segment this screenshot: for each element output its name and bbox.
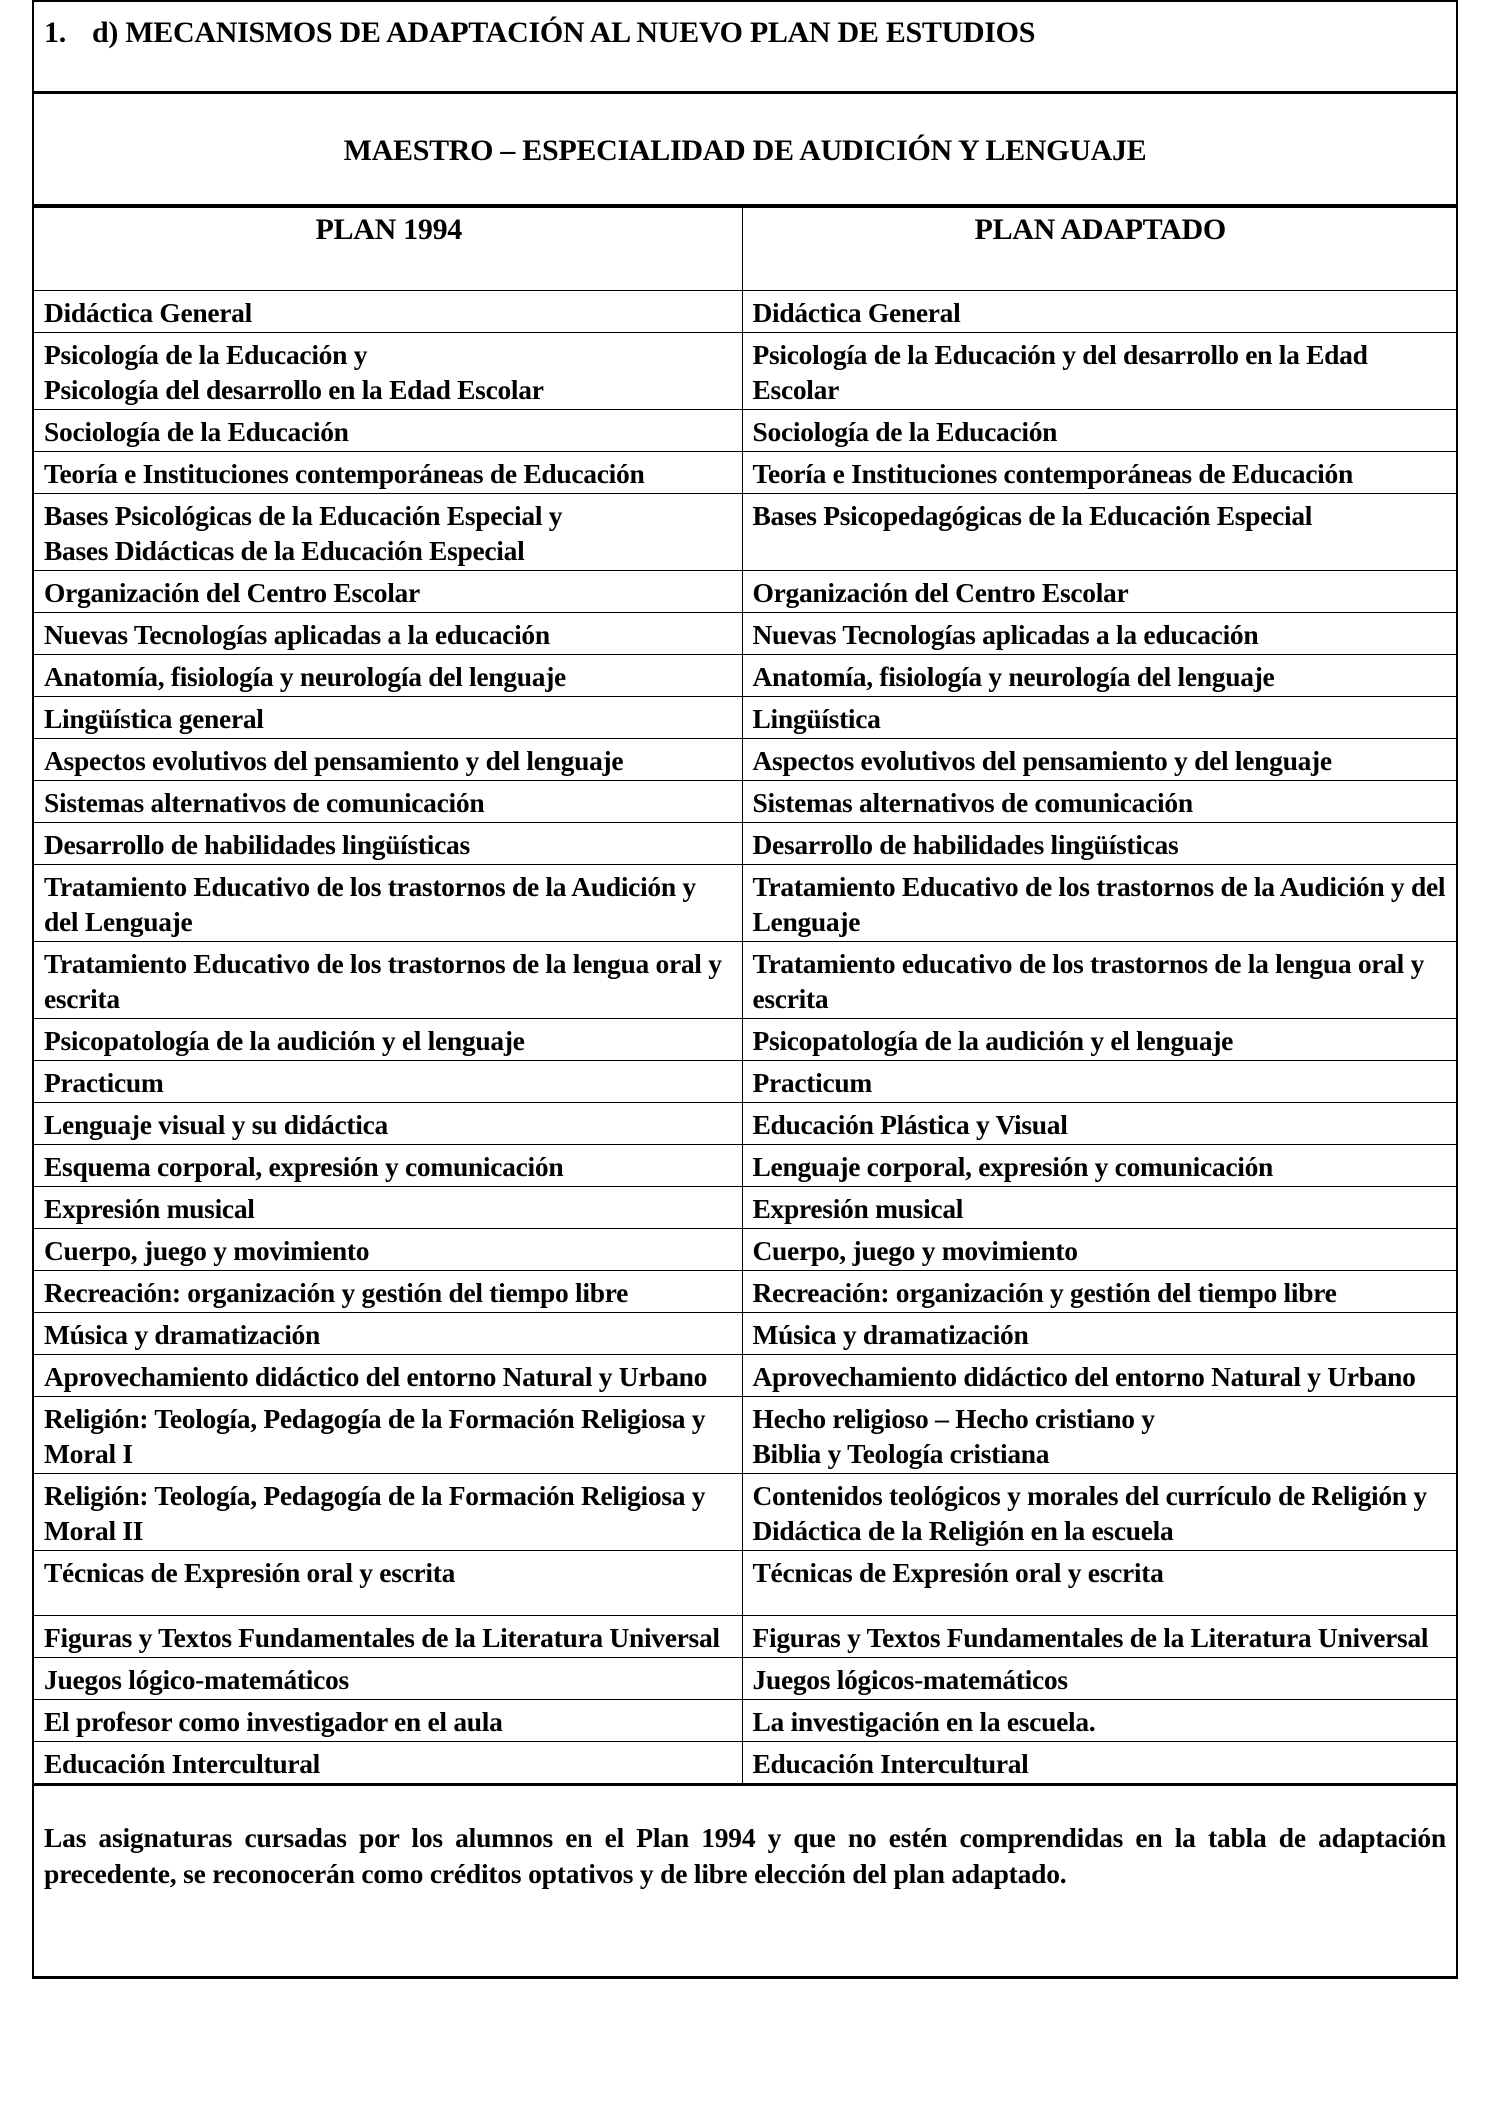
cell-plan-1994 xyxy=(34,1145,742,1187)
cell-text: Música y dramatización xyxy=(44,1319,321,1350)
cell-text: Nuevas Tecnologías aplicadas a la educación xyxy=(752,619,1259,650)
table-row xyxy=(34,1019,1456,1061)
table-row xyxy=(34,1103,1456,1145)
cell-plan-adaptado xyxy=(742,1271,1456,1313)
cell-text: Contenidos teológicos y morales del currículo de Religión y xyxy=(752,1480,1427,1511)
cell-text: Bases Didácticas de la Educación Especial xyxy=(44,535,525,566)
cell-text: Teoría e Instituciones contemporáneas de Educación xyxy=(44,458,645,489)
cell-text: Educación Intercultural xyxy=(752,1748,1029,1779)
cell-text: Tratamiento Educativo de los trastornos de la lengua oral y escrita xyxy=(44,948,722,1014)
cell-plan-1994 xyxy=(34,613,742,655)
cell-plan-1994 xyxy=(34,1313,742,1355)
cell-text: Expresión musical xyxy=(44,1193,255,1224)
cell-plan-1994 xyxy=(34,1019,742,1061)
cell-text: Tratamiento Educativo de los trastornos de la Audición y del Lenguaje xyxy=(44,871,696,937)
cell-plan-adaptado xyxy=(742,1103,1456,1145)
cell-text: Juegos lógicos-matemáticos xyxy=(752,1664,1068,1695)
cell-plan-1994 xyxy=(34,1271,742,1313)
table-row xyxy=(34,1313,1456,1355)
cell-plan-1994 xyxy=(34,1103,742,1145)
cell-plan-1994 xyxy=(34,333,742,410)
cell-text: Recreación: organización y gestión del tiempo libre xyxy=(44,1277,629,1308)
cell-plan-adaptado xyxy=(742,1019,1456,1061)
cell-plan-adaptado xyxy=(742,410,1456,452)
document-frame xyxy=(32,0,1458,1979)
cell-text: Psicología del desarrollo en la Edad Escolar xyxy=(44,374,544,405)
cell-text: Juegos lógico-matemáticos xyxy=(44,1664,349,1695)
table-row xyxy=(34,1551,1456,1616)
table-row xyxy=(34,1616,1456,1658)
table-row xyxy=(34,739,1456,781)
cell-plan-1994 xyxy=(34,410,742,452)
table-header-row xyxy=(34,208,1456,291)
cell-plan-1994 xyxy=(34,1229,742,1271)
section-number: 1. xyxy=(44,16,66,49)
cell-plan-1994 xyxy=(34,494,742,571)
cell-plan-1994 xyxy=(34,1551,742,1616)
table-row xyxy=(34,494,1456,571)
cell-plan-adaptado xyxy=(742,613,1456,655)
cell-plan-1994 xyxy=(34,823,742,865)
table-row xyxy=(34,1397,1456,1474)
table-row xyxy=(34,942,1456,1019)
table-row xyxy=(34,410,1456,452)
table-row xyxy=(34,452,1456,494)
table-body xyxy=(34,291,1456,1784)
cell-plan-adaptado xyxy=(742,1187,1456,1229)
cell-plan-1994 xyxy=(34,1658,742,1700)
cell-text: Psicopatología de la audición y el lenguaje xyxy=(44,1025,525,1056)
table-row xyxy=(34,1355,1456,1397)
table-row xyxy=(34,865,1456,942)
cell-plan-adaptado xyxy=(742,739,1456,781)
cell-text: Practicum xyxy=(752,1067,872,1098)
table-row xyxy=(34,781,1456,823)
cell-text: Desarrollo de habilidades lingüísticas xyxy=(752,829,1179,860)
cell-plan-adaptado xyxy=(742,1742,1456,1784)
cell-text: Lenguaje corporal, expresión y comunicación xyxy=(752,1151,1274,1182)
cell-text: Aspectos evolutivos del pensamiento y del lenguaje xyxy=(44,745,624,776)
cell-plan-1994 xyxy=(34,781,742,823)
cell-text: Organización del Centro Escolar xyxy=(752,577,1129,608)
table-row xyxy=(34,823,1456,865)
cell-text: Técnicas de Expresión oral y escrita xyxy=(752,1557,1164,1588)
cell-plan-1994 xyxy=(34,655,742,697)
cell-plan-adaptado xyxy=(742,1700,1456,1742)
cell-plan-1994 xyxy=(34,1474,742,1551)
cell-plan-adaptado xyxy=(742,655,1456,697)
cell-text: Figuras y Textos Fundamentales de la Literatura Universal xyxy=(44,1622,720,1653)
cell-text: Desarrollo de habilidades lingüísticas xyxy=(44,829,470,860)
cell-plan-adaptado xyxy=(742,942,1456,1019)
footer-box xyxy=(34,1783,1456,1979)
table-row xyxy=(34,1700,1456,1742)
cell-plan-adaptado xyxy=(742,1616,1456,1658)
cell-text: Sociología de la Educación xyxy=(752,416,1058,447)
cell-plan-1994 xyxy=(34,942,742,1019)
cell-text: Didáctica General xyxy=(752,297,961,328)
cell-text: Psicología de la Educación y del desarrollo en la Edad Escolar xyxy=(752,339,1368,405)
cell-plan-adaptado xyxy=(742,1474,1456,1551)
cell-plan-1994 xyxy=(34,1742,742,1784)
cell-text: Lingüística xyxy=(752,703,881,734)
cell-text: Educación Plástica y Visual xyxy=(752,1109,1068,1140)
table-row xyxy=(34,1742,1456,1784)
cell-text: Figuras y Textos Fundamentales de la Literatura Universal xyxy=(752,1622,1429,1653)
cell-plan-1994 xyxy=(34,1355,742,1397)
cell-plan-adaptado xyxy=(742,865,1456,942)
cell-plan-1994 xyxy=(34,1397,742,1474)
cell-text: Técnicas de Expresión oral y escrita xyxy=(44,1557,456,1588)
table-row xyxy=(34,1474,1456,1551)
cell-plan-adaptado xyxy=(742,291,1456,333)
column-header-plan-adaptado: PLAN ADAPTADO xyxy=(742,208,1456,291)
cell-plan-1994 xyxy=(34,452,742,494)
cell-text: Aprovechamiento didáctico del entorno Natural y Urbano xyxy=(44,1361,708,1392)
cell-text: Anatomía, fisiología y neurología del lenguaje xyxy=(752,661,1275,692)
cell-text: Teoría e Instituciones contemporáneas de Educación xyxy=(752,458,1353,489)
cell-plan-adaptado xyxy=(742,1229,1456,1271)
cell-plan-1994 xyxy=(34,1061,742,1103)
cell-text: Aspectos evolutivos del pensamiento y del lenguaje xyxy=(752,745,1332,776)
cell-text: Sistemas alternativos de comunicación xyxy=(44,787,485,818)
cell-plan-adaptado xyxy=(742,1397,1456,1474)
cell-plan-1994 xyxy=(34,697,742,739)
cell-plan-adaptado xyxy=(742,333,1456,410)
table-row xyxy=(34,697,1456,739)
cell-text: Didáctica de la Religión en la escuela xyxy=(752,1515,1174,1546)
cell-plan-adaptado xyxy=(742,697,1456,739)
table-row xyxy=(34,291,1456,333)
cell-text: Lingüística general xyxy=(44,703,264,734)
cell-plan-adaptado xyxy=(742,1061,1456,1103)
cell-plan-1994 xyxy=(34,865,742,942)
cell-text: Religión: Teología, Pedagogía de la Formación Religiosa y Moral II xyxy=(44,1480,706,1546)
cell-plan-1994 xyxy=(34,571,742,613)
cell-plan-1994 xyxy=(34,1700,742,1742)
cell-text: Educación Intercultural xyxy=(44,1748,321,1779)
table-row xyxy=(34,1229,1456,1271)
cell-text: Nuevas Tecnologías aplicadas a la educación xyxy=(44,619,550,650)
table-row xyxy=(34,571,1456,613)
cell-text: Hecho religioso – Hecho cristiano y xyxy=(752,1403,1155,1434)
cell-text: El profesor como investigador en el aula xyxy=(44,1706,503,1737)
cell-text: Sistemas alternativos de comunicación xyxy=(752,787,1193,818)
table-row xyxy=(34,1271,1456,1313)
page-subtitle: MAESTRO – ESPECIALIDAD DE AUDICIÓN Y LENGUAJE xyxy=(343,134,1147,167)
cell-text: Tratamiento educativo de los trastornos de la lengua oral y escrita xyxy=(752,948,1425,1014)
cell-text: Bases Psicológicas de la Educación Especial y xyxy=(44,500,563,531)
cell-plan-adaptado xyxy=(742,571,1456,613)
footer-note: Las asignaturas cursadas por los alumnos en el Plan 1994 y que no estén comprendidas en la tabla de adaptación precedente, se reconocerán como créditos optativos y de libre elección del plan adaptado. xyxy=(44,1822,1446,1889)
column-header-plan-1994: PLAN 1994 xyxy=(34,208,742,291)
cell-text: Sociología de la Educación xyxy=(44,416,349,447)
cell-text: Practicum xyxy=(44,1067,164,1098)
section-header xyxy=(34,2,1456,94)
table-row xyxy=(34,1187,1456,1229)
cell-text: Recreación: organización y gestión del tiempo libre xyxy=(752,1277,1337,1308)
cell-text: Lenguaje visual y su didáctica xyxy=(44,1109,388,1140)
document xyxy=(32,0,1458,1979)
cell-plan-adaptado xyxy=(742,1551,1456,1616)
cell-text: Biblia y Teología cristiana xyxy=(752,1438,1050,1469)
cell-text: Música y dramatización xyxy=(752,1319,1029,1350)
cell-plan-adaptado xyxy=(742,1658,1456,1700)
table-row xyxy=(34,1145,1456,1187)
cell-plan-1994 xyxy=(34,291,742,333)
cell-plan-1994 xyxy=(34,739,742,781)
subtitle-row xyxy=(34,94,1456,207)
cell-plan-adaptado xyxy=(742,823,1456,865)
cell-text: Anatomía, fisiología y neurología del lenguaje xyxy=(44,661,566,692)
cell-text: Expresión musical xyxy=(752,1193,964,1224)
cell-text: Psicología de la Educación y xyxy=(44,339,368,370)
cell-plan-adaptado xyxy=(742,1145,1456,1187)
cell-text: Religión: Teología, Pedagogía de la Formación Religiosa y Moral I xyxy=(44,1403,706,1469)
table-row xyxy=(34,1658,1456,1700)
cell-text: Aprovechamiento didáctico del entorno Natural y Urbano xyxy=(752,1361,1416,1392)
cell-text: La investigación en la escuela. xyxy=(752,1706,1096,1737)
adaptation-table xyxy=(34,207,1456,1784)
cell-plan-1994 xyxy=(34,1616,742,1658)
table-row xyxy=(34,613,1456,655)
cell-text: Organización del Centro Escolar xyxy=(44,577,420,608)
cell-plan-adaptado xyxy=(742,494,1456,571)
cell-text: Cuerpo, juego y movimiento xyxy=(752,1235,1078,1266)
cell-text: Psicopatología de la audición y el lenguaje xyxy=(752,1025,1234,1056)
cell-plan-adaptado xyxy=(742,1355,1456,1397)
cell-plan-adaptado xyxy=(742,781,1456,823)
table-row xyxy=(34,333,1456,410)
cell-plan-adaptado xyxy=(742,1313,1456,1355)
cell-text: Tratamiento Educativo de los trastornos de la Audición y del Lenguaje xyxy=(752,871,1446,937)
cell-text: Bases Psicopedagógicas de la Educación Especial xyxy=(752,500,1313,531)
table-row xyxy=(34,1061,1456,1103)
section-title-text: d) MECANISMOS DE ADAPTACIÓN AL NUEVO PLAN DE ESTUDIOS xyxy=(92,16,1036,49)
cell-text: Cuerpo, juego y movimiento xyxy=(44,1235,370,1266)
section-title xyxy=(44,16,1035,50)
cell-plan-1994 xyxy=(34,1187,742,1229)
cell-plan-adaptado xyxy=(742,452,1456,494)
cell-text: Esquema corporal, expresión y comunicación xyxy=(44,1151,564,1182)
cell-text: Didáctica General xyxy=(44,297,252,328)
table-row xyxy=(34,655,1456,697)
